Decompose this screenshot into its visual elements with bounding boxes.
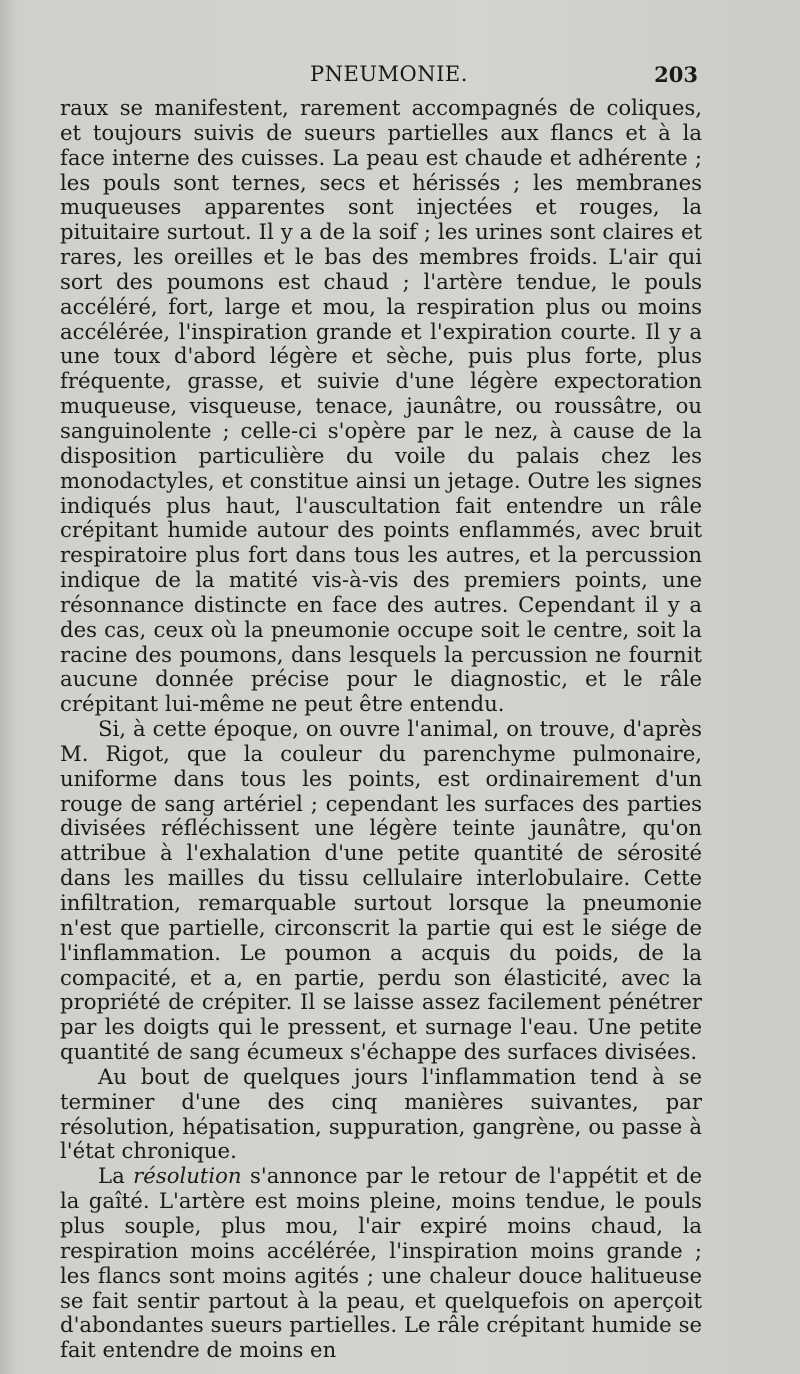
running-title: PNEUMONIE. [310, 62, 468, 86]
paragraph: raux se manifestent, rarement accompagnés de coliques, et toujours suivis de sueurs partielles aux flancs et à la face interne des cuisses. La peau est chaude et adhérente ; les pouls sont ternes, secs et hérissés ; les membranes muqueuses apparentes sont injectées et rouges, la pituitaire surtout. Il y a de la soif ; les urines sont claires et rares, les oreilles et le bas des membres froids. L'air qui sort des poumons est chaud ; l'artère tendue, le pouls accéléré, fort, large et mou, la respiration plus ou moins accélérée, l'inspiration grande et l'expiration courte. Il y a une toux d'abord légère et sèche, puis plus forte, plus fréquente, grasse, et suivie d'une légère expectoration muqueuse, visqueuse, tenace, jaunâtre, ou roussâtre, ou sanguinolente ; celle-ci s'opère par le nez, à cause de la disposition particulière du voile du palais chez les monodactyles, et constitue ainsi un jetage. Outre les signes indiqués plus haut, l'auscultation fait entendre un râle crépitant humide autour des points enflammés, avec bruit respiratoire plus fort dans tous les autres, et la percussion indique de la matité vis-à-vis des premiers points, une résonnance distincte en face des autres. Cependant il y a des cas, ceux où la pneumonie occupe soit le centre, soit la racine des poumons, dans lesquels la percussion ne fournit aucune donnée précise pour le diagnostic, et le râle crépitant lui-même ne peut être entendu. [60, 95, 702, 717]
paragraph-body: s'annonce par le retour de l'appétit et de la gaîté. L'artère est moins pleine, moins tendue, le pouls plus souple, plus mou, l'air expiré moins chaud, la respiration moins accélérée, l'inspiration moins grande ; les flancs sont moins agités ; une chaleur douce halitueuse se fait sentir partout à la peau, et quelquefois on aperçoit d'abondantes sueurs partielles. Le râle crépitant humide se fait entendre de moins en [60, 1163, 702, 1363]
page-number: 203 [654, 62, 698, 87]
paragraph: Si, à cette époque, on ouvre l'animal, on trouve, d'après M. Rigot, que la couleur du parenchyme pulmonaire, uniforme dans tous les points, est ordinairement d'un rouge de sang artériel ; cependant les surfaces des parties divisées réfléchissent une légère teinte jaunâtre, qu'on attribue à l'exhalation d'une petite quantité de sérosité dans les mailles du tissu cellulaire interlobulaire. Cette infiltration, remarquable surtout lorsque la pneumonie n'est que partielle, circonscrit la partie qui est le siége de l'inflammation. Le poumon a acquis du poids, de la compacité, et a, en partie, perdu son élasticité, avec la propriété de crépiter. Il se laisse assez facilement pénétrer par les doigts qui le pressent, et surnage l'eau. Une petite quantité de sang écumeux s'échappe des surfaces divisées. [60, 716, 702, 1065]
paragraph [60, 1164, 702, 1363]
italic-term: résolution [133, 1163, 242, 1189]
paragraph-lead: La [98, 1163, 134, 1189]
paragraph: Au bout de quelques jours l'inflammation tend à se terminer d'une des cinq manières suivantes, par résolution, hépatisation, suppuration, gangrène, ou passe à l'état chronique. [60, 1063, 702, 1164]
page-header [60, 62, 700, 92]
body-text [60, 96, 702, 1363]
